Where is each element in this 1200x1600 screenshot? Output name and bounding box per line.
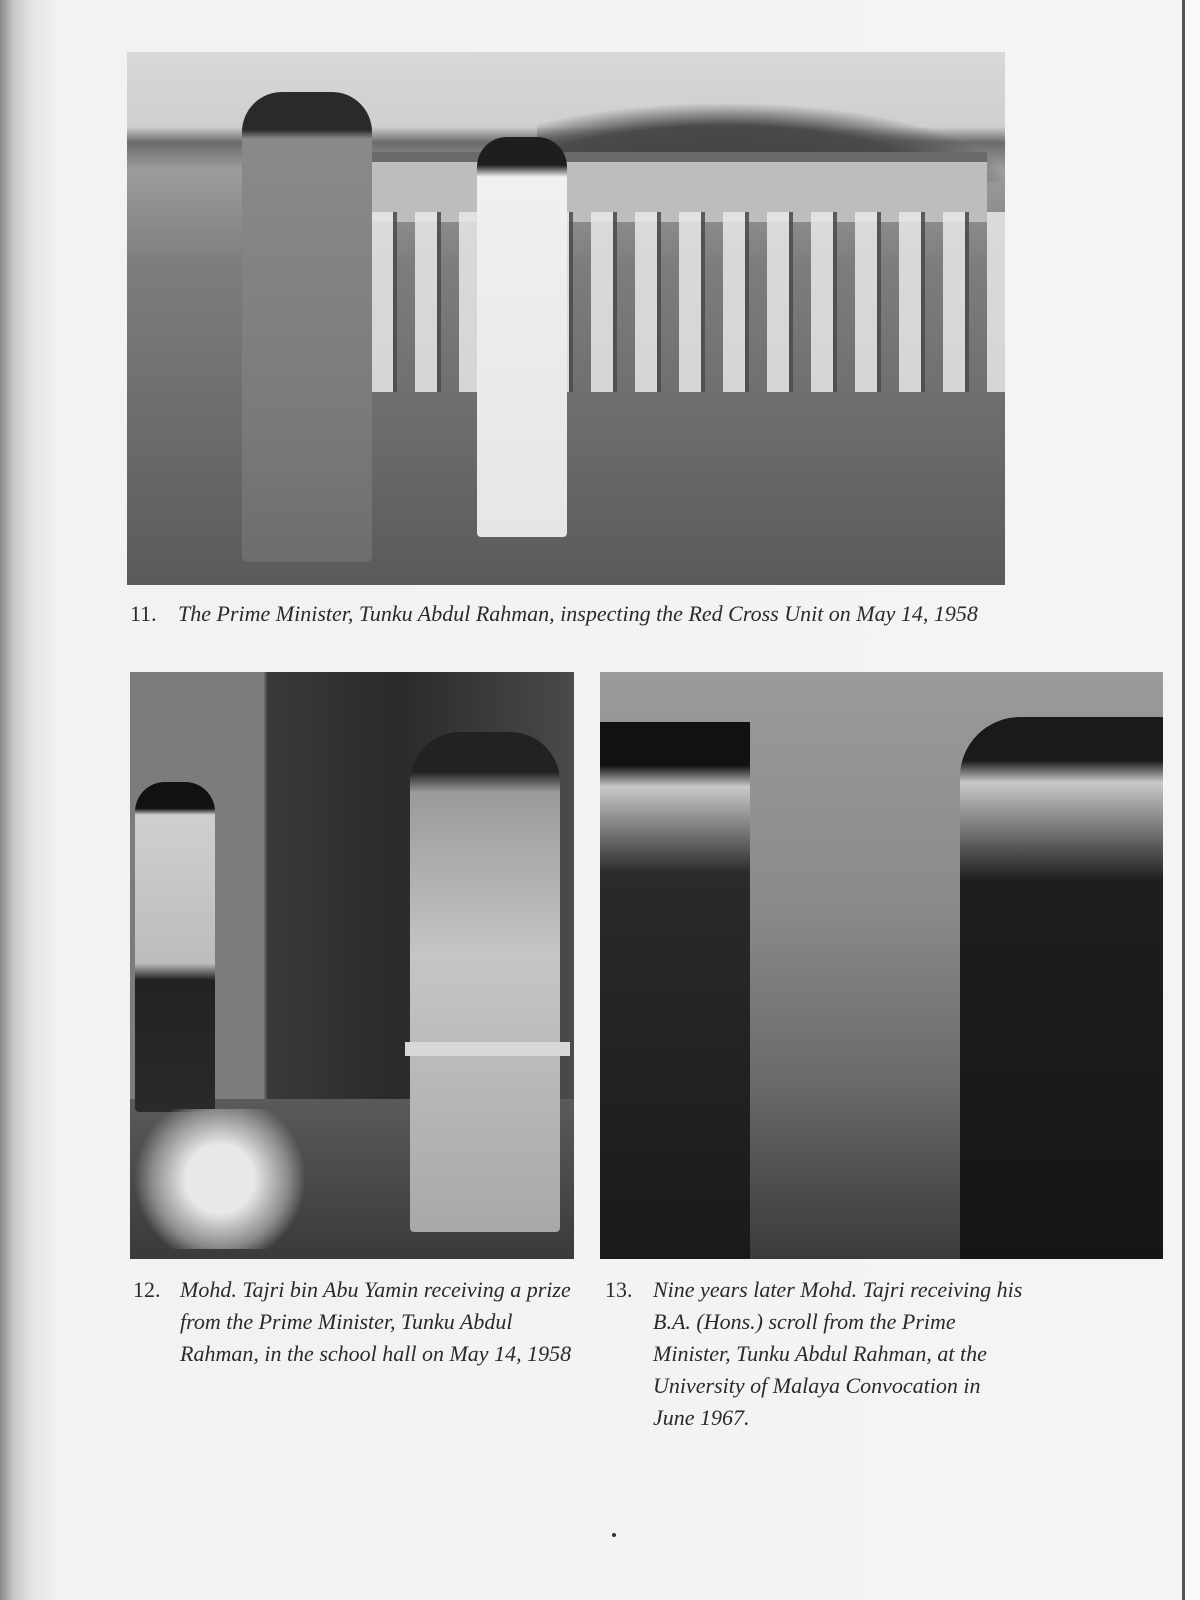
officer-figure (477, 137, 567, 537)
photo-red-cross-inspection (127, 52, 1005, 585)
caption-text: Nine years later Mohd. Tajri receiving his B.A. (Hons.) scroll from the Prime Minister, Tunku Abdul Rahman, at the University of Malaya Convocation in June 1967. (653, 1277, 1023, 1430)
caption-text: Mohd. Tajri bin Abu Yamin receiving a prize from the Prime Minister, Tunku Abdul Rahman, in the school hall on May 14, 1958 (180, 1277, 572, 1366)
caption-13 (605, 1274, 1025, 1434)
chancellor-figure (960, 717, 1163, 1259)
flowers (130, 1109, 310, 1249)
graduate-figure (600, 722, 750, 1259)
caption-number: 11. (130, 601, 157, 626)
prime-minister-figure (242, 92, 372, 562)
cadet-row (327, 212, 1005, 392)
caption-11 (130, 598, 1010, 630)
caption-number: 12. (133, 1277, 161, 1302)
page-mark (612, 1533, 616, 1537)
boy-figure (135, 782, 215, 1112)
photo-convocation (600, 672, 1163, 1259)
page-margin (1185, 0, 1200, 1600)
caption-number: 13. (605, 1277, 633, 1302)
caption-text: The Prime Minister, Tunku Abdul Rahman, inspecting the Red Cross Unit on May 14, 1958 (178, 601, 978, 626)
table-with-books (405, 1042, 570, 1256)
photo-school-prize (130, 672, 574, 1259)
caption-12 (133, 1274, 573, 1370)
